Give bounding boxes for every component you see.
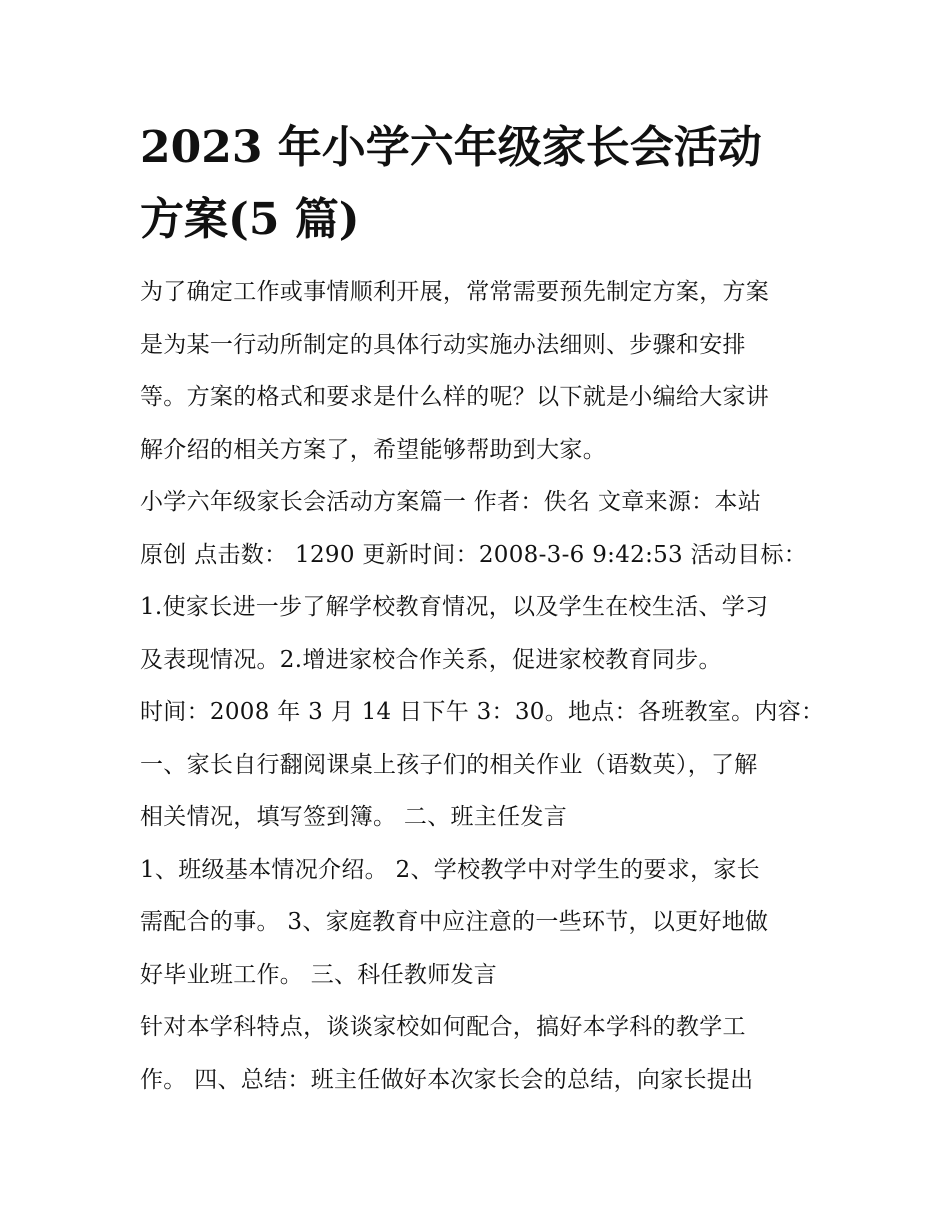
body-line: 需配合的事。 3、家庭教育中应注意的一些环节，以更好地做	[140, 909, 769, 935]
title-line: 方案(5 篇)	[140, 194, 360, 245]
body-line: 是为某一行动所制定的具体行动实施办法细则、步骤和安排	[140, 331, 746, 358]
document-title	[140, 112, 820, 256]
body-line: 等。方案的格式和要求是什么样的呢？以下就是小编给大家讲	[140, 384, 770, 410]
body-line: 一、家长自行翻阅课桌上孩子们的相关作业（语数英），了解	[140, 751, 758, 778]
body-line: 1、班级基本情况介绍。 2、学校教学中对学生的要求，家长	[140, 856, 760, 883]
body-line: 原创 点击数： 1290 更新时间：2008-3-6 9:42:53 活动目标：	[140, 541, 808, 568]
body-line: 及表现情况。2.增进家校合作关系，促进家校教育同步。	[140, 646, 722, 673]
document-content	[140, 112, 825, 1106]
title-line: 2023 年小学六年级家长会活动	[140, 122, 762, 173]
body-line: 针对本学科特点，谈谈家校如何配合，搞好本学科的教学工	[140, 1014, 746, 1040]
body-line: 1.使家长进一步了解学校教育情况，以及学生在校生活、学习	[140, 594, 769, 620]
document-body	[140, 266, 825, 1106]
body-line: 时间：2008 年 3 月 14 日下午 3：30。地点：各班教室。内容：	[140, 699, 825, 725]
body-line: 好毕业班工作。 三、科任教师发言	[140, 961, 498, 988]
body-line: 为了确定工作或事情顺利开展，常常需要预先制定方案，方案	[140, 279, 770, 305]
body-line: 解介绍的相关方案了，希望能够帮助到大家。	[140, 436, 606, 463]
body-line: 小学六年级家长会活动方案篇一 作者：佚名 文章来源：本站	[140, 489, 762, 515]
body-line: 作。 四、总结：班主任做好本次家长会的总结，向家长提出	[140, 1066, 754, 1093]
body-line: 相关情况，填写签到簿。 二、班主任发言	[140, 804, 568, 830]
